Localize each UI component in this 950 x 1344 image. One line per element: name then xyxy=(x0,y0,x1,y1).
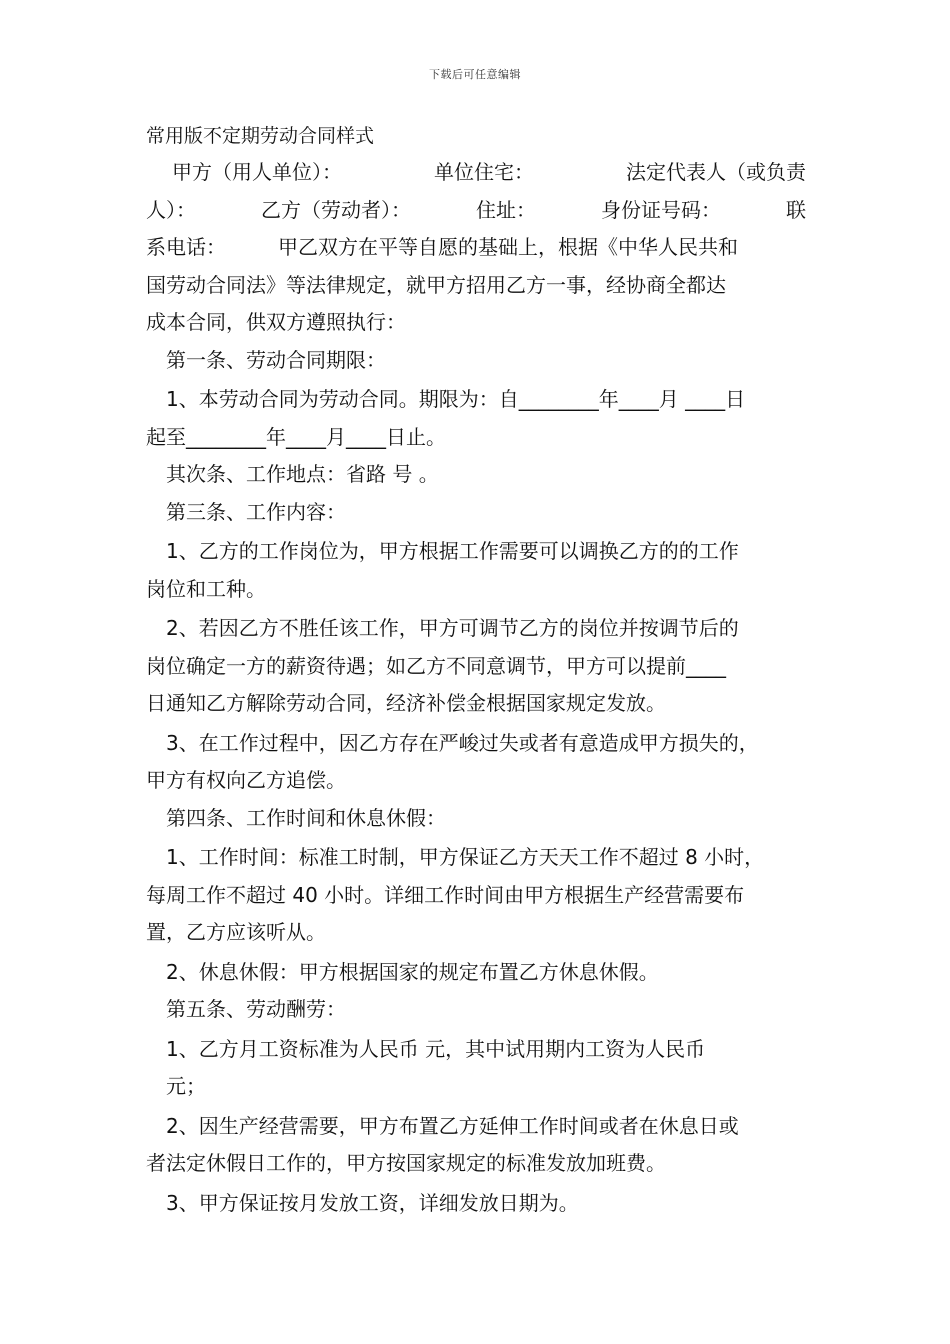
contract-body xyxy=(146,118,806,1222)
header-note: 下载后可任意编辑 xyxy=(429,68,521,81)
address-label: 单位住宅： xyxy=(434,160,534,184)
residence-label: 住址： xyxy=(476,197,536,222)
article-4-heading: 第四条、工作时间和休息休假： xyxy=(166,805,446,830)
article-5-clause-1-line-1: 1、乙方月工资标准为人民币 元，其中试用期内工资为人民币 xyxy=(166,1036,706,1061)
article-5-clause-1-line-2: 元； xyxy=(166,1074,206,1098)
party-b-label: 乙方（劳动者）： xyxy=(261,197,411,222)
intro-line-1 xyxy=(146,154,806,192)
article-5-heading: 第五条、劳动酬劳： xyxy=(166,997,346,1021)
intro-line-3 xyxy=(146,229,806,267)
article-3-clause-1-line-1: 1、乙方的工作岗位为，甲方根据工作需要可以调换乙方的的工作 xyxy=(166,539,739,563)
intro-preamble: 甲乙双方在平等自愿的基础上，根据《中华人民共和 xyxy=(278,235,738,259)
article-5-clause-3-line-1: 3、甲方保证按月发放工资，详细发放日期为。 xyxy=(166,1190,579,1215)
contact-label-end: 系电话： xyxy=(146,235,226,259)
article-5-clause-2-line-2: 者法定休假日工作的，甲方按国家规定的标准发放加班费。 xyxy=(146,1151,666,1175)
article-1-clause-1-line-1: 1、本劳动合同为劳动合同。期限为：自________年____月 ____日 xyxy=(166,387,746,411)
id-number-label: 身份证号码： xyxy=(601,197,721,222)
article-3-clause-3-line-1: 3、在工作过程中，因乙方存在严峻过失或者有意造成甲方损失的， xyxy=(166,730,759,755)
article-1-clause-1-line-2: 起至________年____月____日止。 xyxy=(146,424,446,449)
article-3-clause-3-line-2: 甲方有权向乙方追偿。 xyxy=(146,768,346,792)
article-4-clause-1-line-1: 1、工作时间：标准工时制，甲方保证乙方天天工作不超过 8 小时， xyxy=(166,845,765,869)
article-1-heading: 第一条、劳动合同期限： xyxy=(166,347,386,372)
legal-rep-label: 法定代表人（或负责 xyxy=(626,160,806,184)
party-a-label: 甲方（用人单位）： xyxy=(172,160,342,184)
article-4-clause-1-line-2: 每周工作不超过 40 小时。详细工作时间由甲方根据生产经营需要布 xyxy=(146,882,745,907)
article-4-clause-2-line-1: 2、休息休假：甲方根据国家的规定布置乙方休息休假。 xyxy=(166,959,659,984)
legal-rep-label-cont: 人）： xyxy=(146,197,196,222)
intro-line-4: 国劳动合同法》等法律规定，就甲方招用乙方一事，经协商全都达 xyxy=(146,272,726,297)
article-3-clause-2-line-2: 岗位确定一方的薪资待遇；如乙方不同意调节，甲方可以提前____ xyxy=(146,653,726,678)
intro-line-5: 成本合同，供双方遵照执行： xyxy=(146,310,406,334)
intro-line-2 xyxy=(146,192,806,230)
article-3-clause-2-line-1: 2、若因乙方不胜任该工作，甲方可调节乙方的岗位并按调节后的 xyxy=(166,616,739,640)
article-5-clause-2-line-1: 2、因生产经营需要，甲方布置乙方延伸工作时间或者在休息日或 xyxy=(166,1113,739,1138)
contact-label-start: 联 xyxy=(786,197,806,222)
document-title: 常用版不定期劳动合同样式 xyxy=(146,125,375,147)
article-3-heading: 第三条、工作内容： xyxy=(166,499,346,524)
article-2-heading: 其次条、工作地点：省路 号 。 xyxy=(166,462,439,486)
article-4-clause-1-line-3: 置，乙方应该听从。 xyxy=(146,920,326,944)
article-3-clause-1-line-2: 岗位和工种。 xyxy=(146,576,266,601)
article-3-clause-2-line-3: 日通知乙方解除劳动合同，经济补偿金根据国家规定发放。 xyxy=(146,691,666,715)
